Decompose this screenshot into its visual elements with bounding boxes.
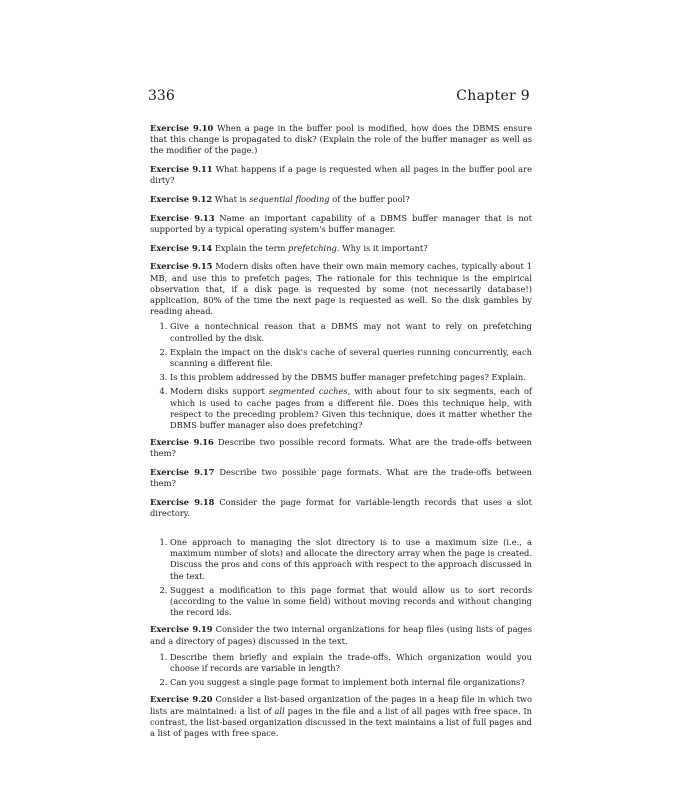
exercise-text: Explain the term bbox=[214, 242, 286, 253]
exercise-label: Exercise 9.18 bbox=[150, 496, 215, 507]
exercise-9-10 bbox=[150, 123, 532, 157]
list-item: 1. Describe them briefly and explain the trade-offs. Which organization would you choose if records are variable in length? bbox=[170, 652, 532, 674]
exercise-9-12 bbox=[150, 194, 532, 205]
exercise-9-18 bbox=[150, 497, 532, 519]
exercise-label: Exercise 9.17 bbox=[150, 467, 215, 478]
list-item: 4. Modern disks support segmented caches, with about four to six segments, each of which is used to cache pages from a different file. Does this technique help, with respect to the preceding problem? Given this technique, does it matter whether the DBMS buffer manager also does prefetching? bbox=[170, 386, 532, 431]
exercise-9-18-parts bbox=[150, 537, 532, 618]
exercise-text: Why is it important? bbox=[342, 242, 428, 253]
chapter-heading: Chapter 9 bbox=[456, 88, 530, 104]
page-body bbox=[150, 123, 532, 747]
exercise-text: pages in the file and a list of all pages with free space. In contrast, the list-based organization discussed in the text maintains a list of full pages and a list of pages with free space. bbox=[150, 705, 533, 738]
spacer bbox=[150, 527, 532, 537]
exercise-9-19-parts bbox=[150, 652, 532, 689]
exercise-text: of the buffer pool? bbox=[332, 194, 410, 205]
exercise-9-16 bbox=[150, 437, 532, 459]
list-item: 1. Give a nontechnical reason that a DBMS may not want to rely on prefetching controlled by the disk. bbox=[170, 321, 532, 343]
list-item: 2. Can you suggest a single page format to implement both internal file organizations? bbox=[170, 677, 532, 688]
exercise-text: When a page in the buffer pool is modified, how does the DBMS ensure that this change is propagated to disk? (Explain the role of the buffer manager as well as the modifier of the page.) bbox=[150, 123, 532, 156]
emphasized-term: sequential flooding bbox=[249, 194, 330, 205]
exercise-text: Describe two possible record formats. What are the trade-offs between them? bbox=[150, 437, 533, 459]
exercise-text: What happens if a page is requested when all pages in the buffer pool are dirty? bbox=[150, 164, 533, 186]
list-item: 1. One approach to managing the slot directory is to use a maximum size (i.e., a maximum number of slots) and allocate the directory array when the page is created. Discuss the pros and cons of this approach with respect to the approach discussed in the text. bbox=[170, 537, 532, 582]
exercise-text: Consider the page format for variable-length records that uses a slot directory. bbox=[150, 496, 532, 519]
exercise-text: Modern disks often have their own main memory caches, typically about 1 MB, and use this to prefetch pages. The rationale for this technique is the empirical observation that, if a disk page is requested by some (not necessarily database!) application, 80% of the time the next page is requested as well. So the disk gambles by reading ahead. bbox=[150, 261, 533, 317]
exercise-label: Exercise 9.15 bbox=[150, 261, 213, 272]
list-item: 3. Is this problem addressed by the DBMS buffer manager prefetching pages? Explain. bbox=[170, 372, 532, 383]
emphasized-term: prefetching. bbox=[288, 242, 340, 253]
exercise-9-13 bbox=[150, 213, 532, 235]
exercise-9-17 bbox=[150, 467, 532, 489]
emphasized-term: all bbox=[274, 705, 285, 716]
page-number: 336 bbox=[148, 88, 175, 104]
exercise-text: Consider the two internal organizations for heap files (using lists of pages and a directory of pages) discussed in the text. bbox=[150, 624, 532, 646]
exercise-text: Name an important capability of a DBMS buffer manager that is not supported by a typical operating system's buffer manager. bbox=[150, 212, 532, 234]
exercise-label: Exercise 9.13 bbox=[150, 212, 215, 223]
exercise-label: Exercise 9.11 bbox=[150, 164, 213, 175]
exercise-9-19 bbox=[150, 624, 532, 646]
exercise-9-14 bbox=[150, 243, 532, 254]
exercise-9-15 bbox=[150, 261, 532, 317]
exercise-text: Describe two possible page formats. What are the trade-offs between them? bbox=[150, 467, 533, 489]
exercise-label: Exercise 9.16 bbox=[150, 437, 214, 448]
list-item: 2. Suggest a modification to this page format that would allow us to sort records (according to the value in some field) without moving records and without changing the record ids. bbox=[170, 585, 532, 619]
emphasized-term: segmented caches, bbox=[268, 386, 351, 397]
exercise-9-15-parts bbox=[150, 321, 532, 431]
exercise-label: Exercise 9.14 bbox=[150, 242, 213, 253]
exercise-label: Exercise 9.12 bbox=[150, 194, 213, 205]
list-item: 2. Explain the impact on the disk's cache of several queries running concurrently, each scanning a different file. bbox=[170, 347, 532, 369]
exercise-label: Exercise 9.10 bbox=[150, 123, 214, 133]
exercise-9-11 bbox=[150, 164, 532, 186]
exercise-9-20 bbox=[150, 694, 532, 739]
exercise-label: Exercise 9.20 bbox=[150, 694, 213, 705]
exercise-text: What is bbox=[214, 194, 247, 205]
exercise-text: Consider a list-based organization of the pages in a heap file in which two lists are maintained: a list of bbox=[150, 694, 532, 716]
exercise-label: Exercise 9.19 bbox=[150, 624, 213, 635]
